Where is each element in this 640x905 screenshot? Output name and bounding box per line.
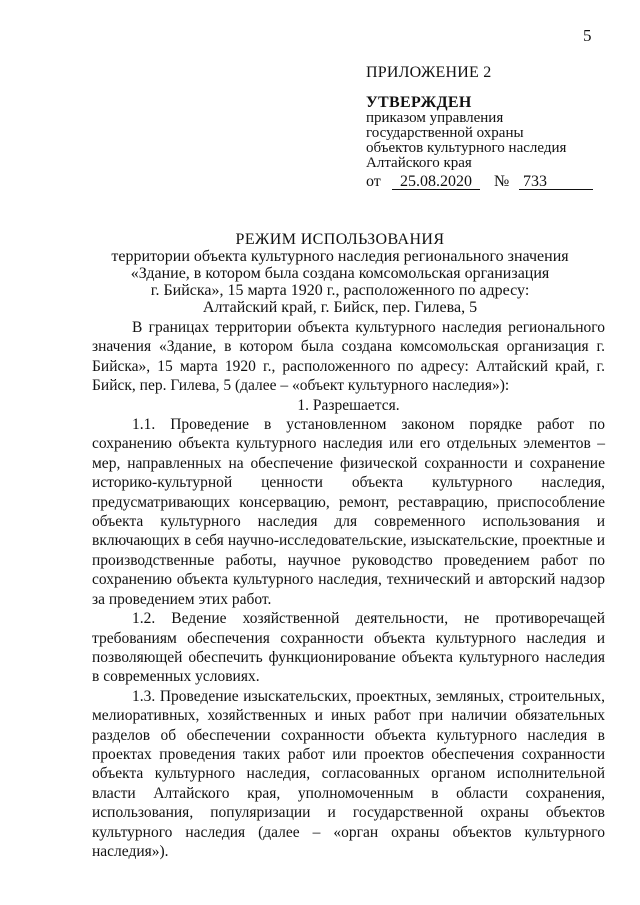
page-number: 5 (583, 26, 592, 45)
title-main: РЕЖИМ ИСПОЛЬЗОВАНИЯ (235, 231, 445, 248)
document-title (40, 231, 640, 316)
order-line: Алтайского края (366, 155, 472, 171)
title-line: г. Бийска», 15 марта 1920 г., расположенного по адресу: (150, 282, 530, 299)
order-date: 25.08.2020 (392, 174, 480, 190)
item-paragraph: 1.3. Проведение изыскательских, проектных, земляных, строительных, мелиоративных, хозяйственных и иных работ при наличии обязательных разделов об обеспечении сохранности объекта культурного наследия в проектах проведения таких работ или проектов обеспечения сохранности объекта культурного наследия, согласованных органом исполнительной власти Алтайского края, уполномоченным в области сохранения, использования, популяризации и государственной охраны объектов культурного наследия (далее – «орган охраны объектов культурного наследия»). (92, 687, 605, 860)
order-line: приказом управления (366, 110, 504, 126)
section-heading: 1. Разрешается. (297, 396, 400, 414)
from-label: от (366, 173, 381, 190)
title-line: территории объекта культурного наследия регионального значения (111, 248, 569, 265)
title-line: «Здание, в котором была создана комсомольская организация (130, 265, 550, 282)
approved-label: УТВЕРЖДЕН (366, 94, 472, 111)
number-sign: № (494, 173, 510, 190)
approval-block (366, 64, 606, 194)
order-number: 733 (519, 174, 593, 190)
item-paragraph: 1.2. Ведение хозяйственной деятельности, не противоречащей требованиям обеспечения сохранности объекта культурного наследия и позволяющей обеспечить функционирование объекта культурного наследия в современных условиях. (92, 610, 605, 686)
item-paragraph: 1.1. Проведение в установленном законом порядке работ по сохранению объекта культурного наследия или его отдельных элементов – мер, направленных на обеспечение физической сохранности и сохранение историко-культурной ценности объекта культурного наследия, предусматривающих консервацию, ремонт, реставрацию, приспособление объекта культурного наследия для современного использования и включающих в себя научно-исследовательские, изыскательские, проектные и производственные работы, научное руководство проведением работ по сохранению объекта культурного наследия, технический и авторский надзор за проведением этих работ. (92, 416, 605, 608)
order-line: объектов культурного наследия (366, 140, 567, 156)
order-date-number-row (366, 174, 606, 194)
order-line: государственной охраны (366, 125, 524, 141)
intro-paragraph: В границах территории объекта культурного наследия регионального значения «Здание, в котором была создана комсомольская организация г. Бийска», 15 марта 1920 г., расположенного по адресу: Алтайский край, г. Бийск, пер. Гилева, 5 (далее – «объект культурного наследия»): (92, 319, 605, 395)
title-line: Алтайский край, г. Бийск, пер. Гилева, 5 (202, 299, 478, 316)
document-body (92, 318, 605, 861)
appendix-label: ПРИЛОЖЕНИЕ 2 (366, 64, 492, 81)
